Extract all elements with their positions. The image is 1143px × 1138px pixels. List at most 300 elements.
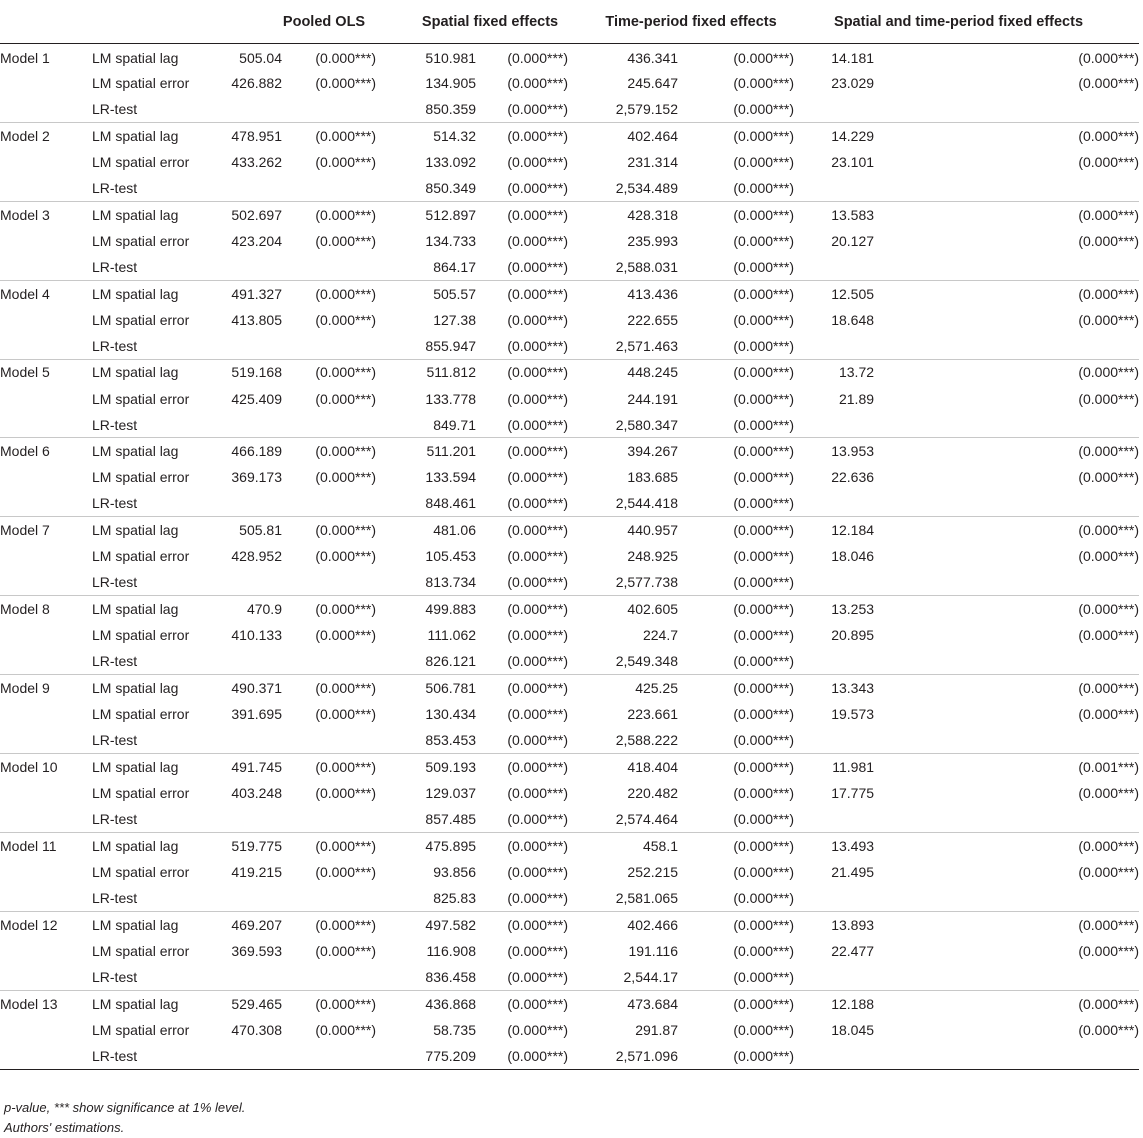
table-row [0,491,1139,517]
spatial-fe-value-cell: 134.905 [425,74,477,91]
test-name-cell: LR-test [92,100,138,117]
spatial-time-fe-value-cell: 20.895 [831,627,875,644]
spatial-fe-value-cell: 505.57 [376,280,476,306]
ols-p-value-cell: (0.000***) [315,390,377,407]
ols-value-cell: 419.215 [231,863,282,880]
header-blank [0,0,92,44]
test-name-cell: LM spatial error [92,863,190,880]
time-fe-value-cell: 245.647 [627,74,679,91]
test-name-cell: LR-test [92,495,138,512]
time-fe-p-value-cell: (0.000***) [733,74,795,91]
spatial-fe-value-cell: 510.981 [425,49,477,66]
ols-value-cell: 423.204 [231,232,282,249]
spatial-fe-value-cell: 775.209 [425,1047,477,1064]
model-name-cell [0,701,92,727]
test-name-cell: LM spatial error [92,706,190,723]
spatial-time-fe-p-value-cell [874,964,1139,990]
spatial-time-fe-value-cell [794,412,874,438]
spatial-fe-p-value-cell: (0.000***) [507,732,569,749]
spatial-time-fe-value-cell: 14.229 [794,122,874,148]
time-fe-p-value-cell: (0.000***) [733,49,795,66]
spatial-time-fe-value-cell [794,333,874,359]
test-name-cell: LM spatial lag [92,359,212,385]
time-fe-value-cell: 220.482 [627,784,679,801]
time-fe-value-cell: 413.436 [568,280,678,306]
spatial-fe-p-value-cell: (0.000***) [476,911,568,937]
spatial-time-fe-value-cell: 20.127 [831,232,875,249]
header-spatial-fixed-effects: Spatial fixed effects [421,13,559,30]
ols-p-value-cell: (0.000***) [315,74,377,91]
model-name-cell [0,333,92,359]
model-name-cell: Model 2 [0,122,92,148]
spatial-fe-p-value-cell: (0.000***) [507,942,569,959]
model-name-cell: Model 13 [0,990,92,1016]
ols-value-cell: 433.262 [231,153,282,170]
test-name-cell: LM spatial lag [92,675,212,701]
spatial-fe-p-value-cell: (0.000***) [507,469,569,486]
ols-value-cell [212,806,282,832]
spatial-fe-value-cell: 864.17 [433,258,477,275]
ols-value-cell [212,175,282,201]
ols-p-value-cell: (0.000***) [315,942,377,959]
spatial-time-fe-value-cell: 18.648 [831,311,875,328]
spatial-fe-p-value-cell: (0.000***) [476,517,568,543]
table-row [0,96,1139,122]
table-row [0,412,1139,438]
test-name-cell: LR-test [92,732,138,749]
time-fe-value-cell: 231.314 [627,153,679,170]
table-row [0,885,1139,911]
time-fe-value-cell: 244.191 [627,390,679,407]
spatial-fe-value-cell: 849.71 [433,416,477,433]
ols-p-value-cell [282,254,376,280]
time-fe-value-cell: 402.466 [568,911,678,937]
spatial-time-fe-p-value-cell: (0.000***) [1078,863,1140,880]
ols-value-cell [212,412,282,438]
spatial-time-fe-value-cell: 23.101 [831,153,875,170]
time-fe-p-value-cell: (0.000***) [733,942,795,959]
ols-value-cell: 502.697 [212,201,282,227]
table-row [0,543,1139,569]
spatial-fe-value-cell: 93.856 [433,863,477,880]
spatial-fe-p-value-cell: (0.000***) [507,653,569,670]
time-fe-value-cell: 2,534.489 [615,179,679,196]
ols-value-cell [212,254,282,280]
spatial-time-fe-p-value-cell: (0.000***) [1078,390,1140,407]
time-fe-value-cell: 2,549.348 [615,653,679,670]
ols-p-value-cell: (0.000***) [315,548,377,565]
spatial-fe-value-cell: 475.895 [376,832,476,858]
spatial-fe-p-value-cell: (0.000***) [507,889,569,906]
table-row [0,280,1139,306]
ols-value-cell [212,333,282,359]
table-row [0,859,1139,885]
time-fe-value-cell: 248.925 [627,548,679,565]
ols-value-cell: 469.207 [212,911,282,937]
spatial-time-fe-p-value-cell: (0.000***) [1078,49,1140,66]
spatial-time-fe-p-value-cell: (0.000***) [1078,942,1140,959]
spatial-time-fe-value-cell [794,885,874,911]
test-name-cell: LM spatial lag [92,832,212,858]
test-name-cell: LM spatial lag [92,990,212,1016]
model-name-cell [0,806,92,832]
spatial-fe-p-value-cell: (0.000***) [507,784,569,801]
spatial-fe-p-value-cell: (0.000***) [476,832,568,858]
time-fe-p-value-cell: (0.000***) [733,495,795,512]
ols-value-cell: 425.409 [231,390,282,407]
test-name-cell: LM spatial error [92,390,190,407]
test-name-cell: LR-test [92,258,138,275]
model-name-cell [0,727,92,753]
test-name-cell: LR-test [92,968,138,985]
time-fe-value-cell: 440.957 [568,517,678,543]
table-row [0,596,1139,622]
ols-p-value-cell: (0.000***) [315,784,377,801]
spatial-time-fe-value-cell: 13.253 [794,596,874,622]
test-name-cell: LR-test [92,416,138,433]
model-name-cell: Model 5 [0,359,92,385]
time-fe-p-value-cell: (0.000***) [733,574,795,591]
spatial-time-fe-p-value-cell [874,648,1139,674]
ols-p-value-cell: (0.000***) [315,311,377,328]
spatial-time-fe-p-value-cell: (0.000***) [874,911,1139,937]
spatial-time-fe-value-cell [794,96,874,122]
ols-value-cell: 519.775 [212,832,282,858]
table-row [0,122,1139,148]
time-fe-p-value-cell: (0.000***) [733,627,795,644]
model-name-cell [0,412,92,438]
ols-p-value-cell: (0.000***) [282,280,376,306]
ols-value-cell: 428.952 [231,548,282,565]
ols-value-cell: 466.189 [212,438,282,464]
table-row [0,727,1139,753]
time-fe-p-value-cell: (0.000***) [678,675,794,701]
time-fe-p-value-cell: (0.000***) [678,201,794,227]
spatial-time-fe-value-cell: 12.184 [794,517,874,543]
spatial-time-fe-p-value-cell: (0.000***) [1078,706,1140,723]
test-name-cell: LR-test [92,179,138,196]
spatial-fe-p-value-cell: (0.000***) [507,311,569,328]
time-fe-p-value-cell: (0.000***) [678,359,794,385]
model-name-cell: Model 12 [0,911,92,937]
spatial-time-fe-value-cell: 22.636 [831,469,875,486]
spatial-fe-p-value-cell: (0.000***) [476,359,568,385]
test-name-cell: LM spatial lag [92,49,179,66]
spatial-time-fe-p-value-cell: (0.000***) [874,280,1139,306]
spatial-fe-value-cell: 133.594 [425,469,477,486]
ols-p-value-cell [282,1043,376,1069]
ols-value-cell [212,1043,282,1069]
spatial-time-fe-p-value-cell: (0.000***) [874,990,1139,1016]
spatial-fe-value-cell: 836.458 [425,968,477,985]
spatial-fe-value-cell: 506.781 [376,675,476,701]
spatial-time-fe-p-value-cell [874,491,1139,517]
time-fe-p-value-cell: (0.000***) [733,258,795,275]
spatial-fe-value-cell: 58.735 [433,1021,477,1038]
ols-p-value-cell: (0.000***) [315,49,377,66]
time-fe-p-value-cell: (0.000***) [733,653,795,670]
spatial-fe-p-value-cell: (0.000***) [476,201,568,227]
header-row [0,0,1139,44]
spatial-fe-value-cell: 825.83 [433,889,477,906]
spatial-fe-value-cell: 850.359 [425,100,477,117]
time-fe-value-cell: 473.684 [568,990,678,1016]
time-fe-value-cell: 2,571.463 [615,337,679,354]
model-name-cell [0,543,92,569]
time-fe-value-cell: 425.25 [568,675,678,701]
spatial-time-fe-p-value-cell: (0.001***) [874,754,1139,780]
ols-p-value-cell [282,648,376,674]
ols-value-cell [212,885,282,911]
spatial-fe-value-cell: 509.193 [376,754,476,780]
spatial-time-fe-value-cell: 13.72 [794,359,874,385]
spatial-time-fe-value-cell: 13.953 [794,438,874,464]
ols-p-value-cell: (0.000***) [282,517,376,543]
time-fe-p-value-cell: (0.000***) [733,732,795,749]
spatial-fe-p-value-cell: (0.000***) [507,49,569,66]
spatial-time-fe-value-cell: 13.343 [794,675,874,701]
table-row [0,254,1139,280]
spatial-fe-value-cell: 514.32 [376,122,476,148]
ols-p-value-cell [282,727,376,753]
spatial-fe-p-value-cell: (0.000***) [507,232,569,249]
table-row [0,806,1139,832]
ols-p-value-cell [282,412,376,438]
model-name-cell: Model 7 [0,517,92,543]
spatial-fe-p-value-cell: (0.000***) [507,416,569,433]
spatial-time-fe-p-value-cell [874,96,1139,122]
table-row [0,333,1139,359]
test-name-cell: LM spatial error [92,74,190,91]
time-fe-value-cell: 183.685 [627,469,679,486]
spatial-time-fe-value-cell [794,175,874,201]
spatial-time-fe-value-cell [794,648,874,674]
spatial-time-fe-value-cell: 21.89 [838,390,875,407]
spatial-fe-value-cell: 857.485 [425,811,477,827]
spatial-fe-value-cell: 116.908 [426,942,477,959]
spatial-time-fe-value-cell [794,569,874,595]
time-fe-value-cell: 2,577.738 [615,574,679,591]
ols-p-value-cell [282,806,376,832]
spatial-time-fe-p-value-cell [874,412,1139,438]
time-fe-value-cell: 224.7 [642,627,679,644]
test-name-cell: LM spatial error [92,469,190,486]
time-fe-p-value-cell: (0.000***) [678,832,794,858]
model-name-cell: Model 6 [0,438,92,464]
time-fe-value-cell: 291.87 [635,1021,679,1038]
table-row [0,938,1139,964]
time-fe-value-cell: 418.404 [568,754,678,780]
spatial-fe-p-value-cell: (0.000***) [507,153,569,170]
footnote-source: Authors' estimations. [4,1120,125,1135]
table-row [0,648,1139,674]
spatial-fe-p-value-cell: (0.000***) [507,548,569,565]
time-fe-p-value-cell: (0.000***) [733,863,795,880]
model-name-cell: Model 4 [0,280,92,306]
table-row [0,464,1139,490]
ols-p-value-cell [282,333,376,359]
ols-value-cell [212,727,282,753]
spatial-fe-value-cell: 127.38 [433,311,477,328]
ols-p-value-cell [282,491,376,517]
ols-p-value-cell: (0.000***) [282,990,376,1016]
table-row [0,1016,1139,1042]
ols-value-cell: 491.745 [212,754,282,780]
header-time-period-fixed-effects: Time-period fixed effects [605,13,777,30]
spatial-time-fe-value-cell: 23.029 [831,74,875,91]
spatial-time-fe-p-value-cell: (0.000***) [874,122,1139,148]
spatial-time-fe-p-value-cell: (0.000***) [1078,1021,1140,1038]
spatial-fe-p-value-cell: (0.000***) [507,337,569,354]
spatial-time-fe-p-value-cell [874,1043,1139,1069]
time-fe-p-value-cell: (0.000***) [678,438,794,464]
ols-p-value-cell [282,885,376,911]
spatial-time-fe-p-value-cell: (0.000***) [874,359,1139,385]
table-row [0,201,1139,227]
ols-value-cell [212,569,282,595]
test-name-cell: LM spatial lag [92,517,212,543]
spatial-time-fe-p-value-cell: (0.000***) [1078,627,1140,644]
time-fe-value-cell: 458.1 [568,832,678,858]
spatial-fe-p-value-cell: (0.000***) [476,438,568,464]
ols-p-value-cell: (0.000***) [282,754,376,780]
spatial-fe-value-cell: 848.461 [425,495,477,512]
table-row [0,990,1139,1016]
time-fe-value-cell: 2,544.418 [615,495,679,512]
ols-p-value-cell: (0.000***) [315,627,377,644]
spatial-fe-value-cell: 855.947 [425,337,477,354]
spatial-fe-p-value-cell: (0.000***) [507,100,569,117]
table-row [0,149,1139,175]
time-fe-value-cell: 2,580.347 [615,416,679,433]
spatial-time-fe-value-cell: 14.181 [831,49,875,66]
spatial-time-fe-value-cell: 12.188 [794,990,874,1016]
spatial-fe-p-value-cell: (0.000***) [507,968,569,985]
spatial-time-fe-value-cell: 13.893 [794,911,874,937]
spatial-time-fe-p-value-cell: (0.000***) [874,438,1139,464]
spatial-fe-value-cell: 133.778 [425,390,477,407]
spatial-fe-value-cell: 826.121 [425,653,477,670]
table-row [0,701,1139,727]
time-fe-p-value-cell: (0.000***) [733,390,795,407]
spatial-time-fe-p-value-cell: (0.000***) [1078,311,1140,328]
ols-p-value-cell: (0.000***) [315,469,377,486]
test-name-cell: LM spatial error [92,311,190,328]
spatial-fe-p-value-cell: (0.000***) [476,122,568,148]
table-row [0,385,1139,411]
test-name-cell: LM spatial lag [92,280,212,306]
spatial-fe-value-cell: 497.582 [376,911,476,937]
test-name-cell: LM spatial lag [92,438,212,464]
spatial-time-fe-p-value-cell [874,727,1139,753]
ols-value-cell: 369.173 [231,469,282,486]
spatial-time-fe-value-cell [794,491,874,517]
time-fe-p-value-cell: (0.000***) [733,311,795,328]
spatial-time-fe-value-cell [794,727,874,753]
spatial-time-fe-p-value-cell: (0.000***) [874,596,1139,622]
spatial-fe-value-cell: 853.453 [425,732,477,749]
time-fe-p-value-cell: (0.000***) [678,280,794,306]
spatial-time-fe-value-cell: 18.045 [831,1021,875,1038]
test-name-cell: LR-test [92,889,138,906]
spatial-time-fe-p-value-cell: (0.000***) [874,517,1139,543]
spatial-fe-p-value-cell: (0.000***) [507,706,569,723]
ols-p-value-cell: (0.000***) [315,232,377,249]
spatial-time-fe-p-value-cell [874,806,1139,832]
model-name-cell [0,964,92,990]
ols-value-cell [212,96,282,122]
test-name-cell: LM spatial error [92,548,190,565]
time-fe-value-cell: 191.116 [628,942,679,959]
spatial-fe-value-cell: 511.812 [376,359,476,385]
time-fe-p-value-cell: (0.000***) [678,754,794,780]
spatial-time-fe-p-value-cell [874,175,1139,201]
time-fe-p-value-cell: (0.000***) [678,911,794,937]
ols-p-value-cell: (0.000***) [315,863,377,880]
spatial-fe-p-value-cell: (0.000***) [476,754,568,780]
model-name-cell [0,780,92,806]
spatial-time-fe-p-value-cell [874,333,1139,359]
spatial-fe-value-cell: 134.733 [425,232,477,249]
test-name-cell: LM spatial lag [92,201,212,227]
model-name-cell [0,885,92,911]
spatial-fe-p-value-cell: (0.000***) [507,627,569,644]
spatial-time-fe-p-value-cell: (0.000***) [874,832,1139,858]
footnote-significance: p-value, *** show significance at 1% level. [4,1100,246,1115]
table-row [0,70,1139,96]
spatial-fe-p-value-cell: (0.000***) [507,863,569,880]
time-fe-value-cell: 252.215 [627,863,679,880]
spatial-fe-p-value-cell: (0.000***) [507,1021,569,1038]
spatial-fe-value-cell: 436.868 [376,990,476,1016]
model-name-cell: Model 10 [0,754,92,780]
time-fe-p-value-cell: (0.000***) [733,1047,795,1064]
ols-p-value-cell: (0.000***) [282,596,376,622]
ols-value-cell: 478.951 [212,122,282,148]
spatial-fe-p-value-cell: (0.000***) [476,675,568,701]
ols-p-value-cell: (0.000***) [282,675,376,701]
ols-value-cell: 426.882 [231,74,282,91]
time-fe-p-value-cell: (0.000***) [733,337,795,354]
spatial-time-fe-p-value-cell: (0.000***) [1078,469,1140,486]
model-name-cell [0,306,92,332]
spatial-fe-value-cell: 850.349 [425,179,477,196]
spatial-time-fe-value-cell: 22.477 [831,942,875,959]
time-fe-value-cell: 448.245 [568,359,678,385]
spatial-time-fe-p-value-cell: (0.000***) [874,201,1139,227]
ols-p-value-cell [282,96,376,122]
test-name-cell: LM spatial error [92,784,190,801]
spatial-fe-p-value-cell: (0.000***) [507,811,569,827]
spatial-fe-p-value-cell: (0.000***) [476,280,568,306]
time-fe-value-cell: 402.605 [568,596,678,622]
ols-value-cell: 505.04 [239,49,282,66]
time-fe-p-value-cell: (0.000***) [733,889,795,906]
table-row [0,44,1139,70]
spatial-fe-p-value-cell: (0.000***) [507,495,569,512]
spatial-time-fe-value-cell [794,254,874,280]
spatial-time-fe-value-cell: 17.775 [831,784,875,801]
model-name-cell [0,622,92,648]
spatial-time-fe-value-cell: 18.046 [831,548,875,565]
ols-value-cell: 490.371 [212,675,282,701]
test-name-cell: LM spatial error [92,942,190,959]
spatial-fe-p-value-cell: (0.000***) [476,990,568,1016]
time-fe-value-cell: 428.318 [568,201,678,227]
time-fe-value-cell: 2,588.222 [615,732,679,749]
model-name-cell [0,228,92,254]
table-row [0,438,1139,464]
